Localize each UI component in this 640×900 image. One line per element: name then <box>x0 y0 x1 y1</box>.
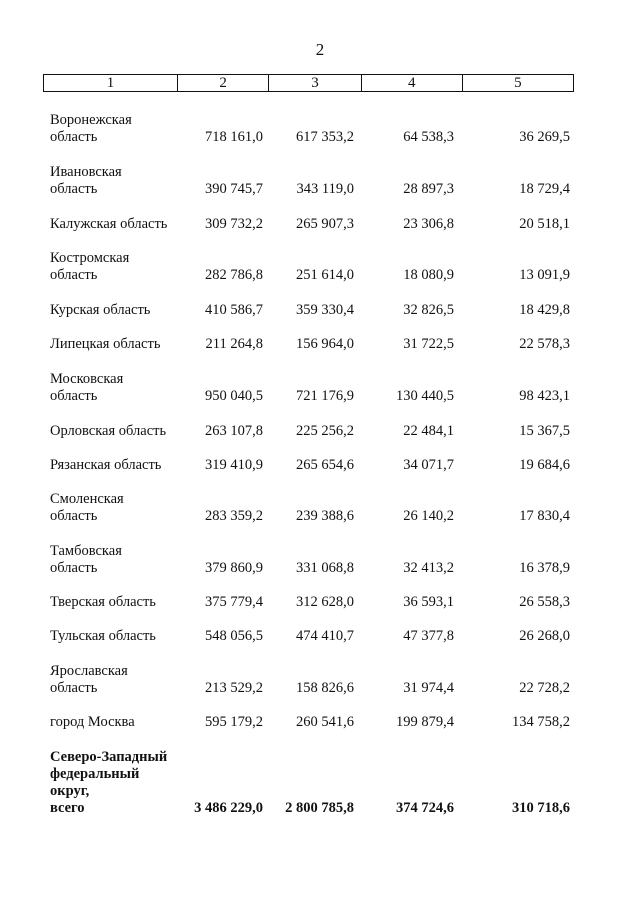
region-name: Тамбовская область <box>50 543 122 576</box>
value-col-2: 3 486 229,0 <box>194 800 263 816</box>
value-col-5: 15 367,5 <box>519 423 570 439</box>
value-col-2: 410 586,7 <box>205 302 263 318</box>
region-name: Курская область <box>50 302 151 318</box>
table-row <box>0 423 640 440</box>
value-col-2: 718 161,0 <box>205 129 263 145</box>
value-col-5: 26 558,3 <box>519 594 570 610</box>
value-col-5: 310 718,6 <box>512 800 570 816</box>
value-col-4: 28 897,3 <box>403 181 454 197</box>
table-row <box>0 491 640 525</box>
value-col-2: 213 529,2 <box>205 680 263 696</box>
value-col-5: 17 830,4 <box>519 508 570 524</box>
region-name: Ивановская область <box>50 164 122 197</box>
table-row <box>0 457 640 474</box>
table-row <box>0 663 640 697</box>
value-col-5: 26 268,0 <box>519 628 570 644</box>
value-col-5: 18 729,4 <box>519 181 570 197</box>
region-name: Рязанская область <box>50 457 162 473</box>
value-col-2: 595 179,2 <box>205 714 263 730</box>
value-col-4: 26 140,2 <box>403 508 454 524</box>
table-header <box>43 74 574 92</box>
value-col-4: 31 974,4 <box>403 680 454 696</box>
column-header-2: 2 <box>178 75 269 91</box>
region-name: Северо-Западный федеральный округ, всего <box>50 749 168 816</box>
region-name: Калужская область <box>50 216 168 232</box>
value-col-4: 22 484,1 <box>403 423 454 439</box>
region-name: Московская область <box>50 371 124 404</box>
value-col-4: 36 593,1 <box>403 594 454 610</box>
value-col-3: 331 068,8 <box>296 560 354 576</box>
table-row <box>0 216 640 233</box>
value-col-3: 343 119,0 <box>296 181 354 197</box>
value-col-5: 22 578,3 <box>519 336 570 352</box>
value-col-4: 47 377,8 <box>403 628 454 644</box>
region-name: город Москва <box>50 714 135 730</box>
column-header-4: 4 <box>362 75 463 91</box>
value-col-4: 32 826,5 <box>403 302 454 318</box>
region-name: Смоленская область <box>50 491 124 524</box>
table-row <box>0 250 640 284</box>
value-col-2: 390 745,7 <box>205 181 263 197</box>
value-col-2: 319 410,9 <box>205 457 263 473</box>
value-col-4: 34 071,7 <box>403 457 454 473</box>
table-row <box>0 543 640 577</box>
table-row <box>0 714 640 731</box>
region-name: Тульская область <box>50 628 156 644</box>
value-col-3: 474 410,7 <box>296 628 354 644</box>
value-col-3: 265 907,3 <box>296 216 354 232</box>
region-name: Липецкая область <box>50 336 161 352</box>
value-col-5: 18 429,8 <box>519 302 570 318</box>
table-row <box>0 336 640 353</box>
value-col-3: 312 628,0 <box>296 594 354 610</box>
value-col-5: 16 378,9 <box>519 560 570 576</box>
value-col-2: 375 779,4 <box>205 594 263 610</box>
value-col-2: 283 359,2 <box>205 508 263 524</box>
value-col-2: 548 056,5 <box>205 628 263 644</box>
value-col-2: 950 040,5 <box>205 388 263 404</box>
value-col-3: 158 826,6 <box>296 680 354 696</box>
region-name: Ярославская область <box>50 663 128 696</box>
value-col-4: 199 879,4 <box>396 714 454 730</box>
table-row <box>0 371 640 405</box>
value-col-5: 19 684,6 <box>519 457 570 473</box>
value-col-3: 265 654,6 <box>296 457 354 473</box>
value-col-5: 36 269,5 <box>519 129 570 145</box>
table-row <box>0 302 640 319</box>
value-col-5: 134 758,2 <box>512 714 570 730</box>
region-name: Костромская область <box>50 250 130 283</box>
value-col-3: 2 800 785,8 <box>285 800 354 816</box>
value-col-2: 282 786,8 <box>205 267 263 283</box>
value-col-4: 31 722,5 <box>403 336 454 352</box>
value-col-3: 225 256,2 <box>296 423 354 439</box>
value-col-3: 617 353,2 <box>296 129 354 145</box>
value-col-4: 64 538,3 <box>403 129 454 145</box>
value-col-5: 20 518,1 <box>519 216 570 232</box>
table-row-total <box>0 749 640 817</box>
value-col-4: 374 724,6 <box>396 800 454 816</box>
value-col-3: 721 176,9 <box>296 388 354 404</box>
value-col-5: 98 423,1 <box>519 388 570 404</box>
value-col-3: 359 330,4 <box>296 302 354 318</box>
value-col-3: 251 614,0 <box>296 267 354 283</box>
value-col-4: 130 440,5 <box>396 388 454 404</box>
value-col-5: 13 091,9 <box>519 267 570 283</box>
region-name: Воронежская область <box>50 112 132 145</box>
column-header-3: 3 <box>269 75 361 91</box>
value-col-4: 32 413,2 <box>403 560 454 576</box>
value-col-4: 18 080,9 <box>403 267 454 283</box>
column-header-1: 1 <box>44 75 178 91</box>
table-row <box>0 594 640 611</box>
region-name: Орловская область <box>50 423 167 439</box>
value-col-2: 309 732,2 <box>205 216 263 232</box>
value-col-2: 211 264,8 <box>205 336 263 352</box>
value-col-3: 260 541,6 <box>296 714 354 730</box>
page-number: 2 <box>315 40 325 59</box>
region-name: Тверская область <box>50 594 156 610</box>
value-col-3: 156 964,0 <box>296 336 354 352</box>
table-row <box>0 164 640 198</box>
value-col-2: 379 860,9 <box>205 560 263 576</box>
value-col-4: 23 306,8 <box>403 216 454 232</box>
value-col-2: 263 107,8 <box>205 423 263 439</box>
table-row <box>0 112 640 146</box>
column-header-5: 5 <box>514 75 522 91</box>
value-col-5: 22 728,2 <box>519 680 570 696</box>
value-col-3: 239 388,6 <box>296 508 354 524</box>
table-row <box>0 628 640 645</box>
